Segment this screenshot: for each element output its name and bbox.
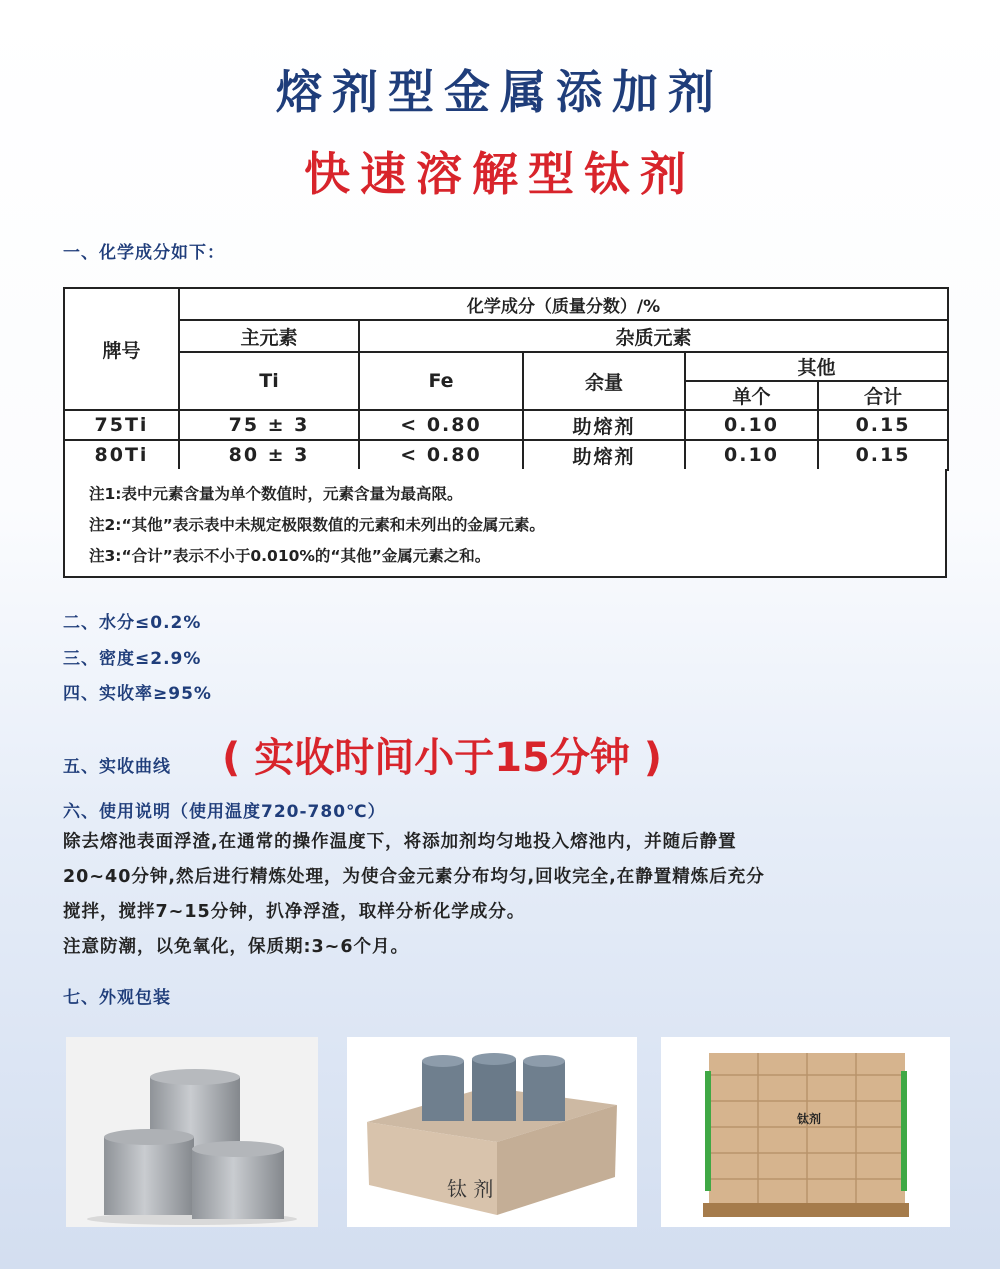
- box-label: 钛 剂: [447, 1177, 494, 1201]
- usage-line: 除去熔池表面浮渣,在通常的操作温度下，将添加剂均匀地投入熔池内，并随后静置: [63, 832, 737, 852]
- row-single: 0.10: [685, 410, 818, 440]
- usage-line: 注意防潮，以免氧化，保质期:3~6个月。: [63, 937, 410, 957]
- carton-label: 钛剂: [797, 1112, 822, 1126]
- usage-instructions: [63, 825, 943, 965]
- ti-header: Ti: [179, 352, 359, 410]
- sub-title: 快速溶解型钛剂: [304, 147, 696, 201]
- composition-header: 化学成分（质量分数）/%: [179, 288, 948, 320]
- row-ti: 75 ± 3: [179, 410, 359, 440]
- recovery-time-highlight: ( 实收时间小于15分钟 ): [222, 735, 663, 781]
- row-fe: < 0.80: [359, 410, 523, 440]
- product-cylinders-photo: [66, 1037, 318, 1227]
- usage-line: 搅拌，搅拌7~15分钟，扒净浮渣，取样分析化学成分。: [63, 902, 526, 922]
- fe-header: Fe: [359, 352, 523, 410]
- row-brand: 80Ti: [64, 440, 179, 470]
- section-recovery-curve: 五、实收曲线: [63, 757, 171, 777]
- recovery-spec: 四、实收率≥95%: [63, 684, 212, 704]
- note-3: 注3:“合计”表示不小于0.010%的“其他”金属元素之和。: [89, 547, 491, 565]
- main-element-header: 主元素: [179, 320, 359, 352]
- section-packaging-heading: 七、外观包装: [63, 988, 171, 1008]
- note-1: 注1:表中元素含量为单个数值时，元素含量为最高限。: [89, 485, 463, 503]
- other-header: 其他: [685, 352, 948, 381]
- row-ti: 80 ± 3: [179, 440, 359, 470]
- row-total: 0.15: [818, 410, 948, 440]
- usage-line: 20~40分钟,然后进行精炼处理，为使合金元素分布均匀,回收完全,在静置精炼后充分: [63, 867, 765, 887]
- section-composition-heading: 一、化学成分如下：: [63, 243, 225, 263]
- remainder-header: 余量: [523, 352, 685, 410]
- main-title: 熔剂型金属添加剂: [276, 65, 724, 119]
- impurity-header: 杂质元素: [359, 320, 948, 352]
- product-box-photo: [347, 1037, 637, 1227]
- section-usage-heading: 六、使用说明（使用温度720-780℃）: [63, 802, 386, 822]
- row-fe: < 0.80: [359, 440, 523, 470]
- total-header: 合计: [818, 381, 948, 410]
- note-2: 注2:“其他”表示表中未规定极限数值的元素和未列出的金属元素。: [89, 516, 545, 534]
- table-row: [64, 440, 948, 470]
- row-remainder: 助熔剂: [523, 440, 685, 470]
- row-remainder: 助熔剂: [523, 410, 685, 440]
- pallet-photo: [661, 1037, 950, 1227]
- row-single: 0.10: [685, 440, 818, 470]
- brand-header: 牌号: [64, 288, 179, 410]
- table-row: [64, 410, 948, 440]
- table-notes: [63, 469, 947, 578]
- composition-table: [63, 287, 949, 471]
- single-header: 单个: [685, 381, 818, 410]
- row-total: 0.15: [818, 440, 948, 470]
- row-brand: 75Ti: [64, 410, 179, 440]
- moisture-spec: 二、水分≤0.2%: [63, 613, 202, 633]
- density-spec: 三、密度≤2.9%: [63, 649, 202, 669]
